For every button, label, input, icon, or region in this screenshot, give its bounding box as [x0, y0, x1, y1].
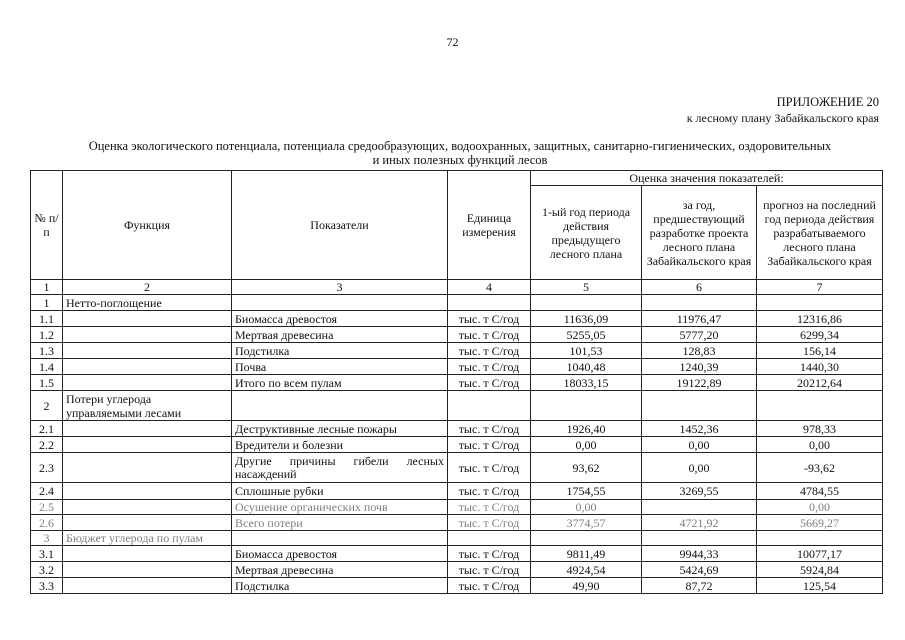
column-number: 2: [63, 280, 232, 295]
row-value-5: 0,00: [531, 500, 642, 515]
row-num: 2.1: [31, 421, 63, 437]
header-function: Функция: [63, 171, 232, 280]
row-unit: тыс. т С/год: [448, 311, 531, 327]
row-value-7: 125,54: [757, 578, 883, 594]
header-indicators: Показатели: [232, 171, 448, 280]
row-value-7: -93,62: [757, 453, 883, 483]
row-value-6: 1240,39: [642, 359, 757, 375]
row-value-6: [642, 531, 757, 546]
row-value-6: [642, 295, 757, 311]
row-value-6: 9944,33: [642, 546, 757, 562]
row-indicator: Биомасса древостоя: [232, 546, 448, 562]
row-function: Бюджет углерода по пулам: [63, 531, 232, 546]
row-value-5: 3774,57: [531, 515, 642, 531]
row-value-5: 101,53: [531, 343, 642, 359]
row-value-6: [642, 500, 757, 515]
row-value-7: 6299,34: [757, 327, 883, 343]
column-number: 4: [448, 280, 531, 295]
row-function: [63, 578, 232, 594]
row-num: 1.5: [31, 375, 63, 391]
row-unit: тыс. т С/год: [448, 500, 531, 515]
row-value-5: 4924,54: [531, 562, 642, 578]
document-title-line2: и иных полезных функций лесов: [372, 153, 548, 167]
row-indicator: Другие причины гибели лесных насаждений: [232, 453, 448, 483]
table-row: [31, 311, 883, 327]
row-value-5: 18033,15: [531, 375, 642, 391]
row-unit: тыс. т С/год: [448, 546, 531, 562]
row-num: 2: [31, 391, 63, 421]
row-value-5: [531, 295, 642, 311]
row-value-5: 1040,48: [531, 359, 642, 375]
column-number: 7: [757, 280, 883, 295]
row-num: 1: [31, 295, 63, 311]
column-number: 3: [232, 280, 448, 295]
row-indicator: [232, 295, 448, 311]
row-value-7: 1440,30: [757, 359, 883, 375]
row-indicator: Мертвая древесина: [232, 562, 448, 578]
row-indicator: Мертвая древесина: [232, 327, 448, 343]
row-num: 3.3: [31, 578, 63, 594]
row-value-6: 3269,55: [642, 483, 757, 500]
appendix-title: ПРИЛОЖЕНИЕ 20: [776, 95, 879, 109]
table-row: [31, 359, 883, 375]
row-num: 1.4: [31, 359, 63, 375]
document-title: [40, 139, 880, 167]
row-value-6: 0,00: [642, 437, 757, 453]
header-col7: прогноз на последний год периода действия разрабатываемого лесного плана Забайкальского края: [757, 186, 883, 280]
row-indicator: [232, 531, 448, 546]
row-unit: [448, 391, 531, 421]
row-indicator: Почва: [232, 359, 448, 375]
row-indicator: Подстилка: [232, 343, 448, 359]
table-row: [31, 483, 883, 500]
row-value-6: 5424,69: [642, 562, 757, 578]
appendix-subtitle: к лесному плану Забайкальского края: [686, 111, 879, 125]
row-value-7: 978,33: [757, 421, 883, 437]
row-function: [63, 483, 232, 500]
row-unit: тыс. т С/год: [448, 453, 531, 483]
row-value-5: [531, 391, 642, 421]
row-function: [63, 375, 232, 391]
row-value-5: 1754,55: [531, 483, 642, 500]
row-function: [63, 437, 232, 453]
row-unit: тыс. т С/год: [448, 327, 531, 343]
row-indicator: Всего потери: [232, 515, 448, 531]
row-function: [63, 562, 232, 578]
row-function: [63, 453, 232, 483]
header-unit: Единица измерения: [448, 171, 531, 280]
row-value-7: [757, 295, 883, 311]
row-function: [63, 500, 232, 515]
row-value-7: 156,14: [757, 343, 883, 359]
row-indicator: Вредители и болезни: [232, 437, 448, 453]
row-indicator: Биомасса древостоя: [232, 311, 448, 327]
row-value-5: 9811,49: [531, 546, 642, 562]
table-row: [31, 500, 883, 515]
column-number: 5: [531, 280, 642, 295]
row-value-5: 93,62: [531, 453, 642, 483]
row-unit: тыс. т С/год: [448, 359, 531, 375]
column-number: 6: [642, 280, 757, 295]
row-indicator: Осушение органических почв: [232, 500, 448, 515]
table-row: [31, 453, 883, 483]
row-num: 3: [31, 531, 63, 546]
row-value-5: 0,00: [531, 437, 642, 453]
row-value-5: 1926,40: [531, 421, 642, 437]
row-value-7: 12316,86: [757, 311, 883, 327]
row-function: [63, 327, 232, 343]
row-value-7: [757, 391, 883, 421]
row-num: 2.6: [31, 515, 63, 531]
row-unit: тыс. т С/год: [448, 483, 531, 500]
table-row: [31, 327, 883, 343]
row-unit: тыс. т С/год: [448, 562, 531, 578]
table-row: [31, 295, 883, 311]
row-function: Нетто-поглощение: [63, 295, 232, 311]
page-number: 72: [446, 35, 459, 49]
table-row: [31, 531, 883, 546]
column-numbers-row: [31, 280, 883, 295]
row-unit: тыс. т С/год: [448, 375, 531, 391]
table-row: [31, 578, 883, 594]
row-value-6: 1452,36: [642, 421, 757, 437]
column-number: 1: [31, 280, 63, 295]
row-indicator: Деструктивные лесные пожары: [232, 421, 448, 437]
row-function: [63, 515, 232, 531]
row-indicator: Итого по всем пулам: [232, 375, 448, 391]
row-value-5: 5255,05: [531, 327, 642, 343]
row-value-6: 19122,89: [642, 375, 757, 391]
row-value-5: [531, 531, 642, 546]
row-num: 3.1: [31, 546, 63, 562]
document-title-line1: Оценка экологического потенциала, потенциала средообразующих, водоохранных, защитных, санитарно-гигиенических, оздоровительных: [88, 139, 832, 153]
row-num: 2.3: [31, 453, 63, 483]
row-function: [63, 343, 232, 359]
row-value-7: 5924,84: [757, 562, 883, 578]
row-indicator: Подстилка: [232, 578, 448, 594]
table-row: [31, 546, 883, 562]
row-value-6: 4721,92: [642, 515, 757, 531]
row-value-7: 4784,55: [757, 483, 883, 500]
row-value-7: [757, 531, 883, 546]
row-value-7: 0,00: [757, 500, 883, 515]
row-num: 2.2: [31, 437, 63, 453]
row-num: 3.2: [31, 562, 63, 578]
table-row: [31, 515, 883, 531]
row-indicator: [232, 391, 448, 421]
table-row: [31, 343, 883, 359]
assessment-table: [30, 170, 883, 594]
row-value-6: 0,00: [642, 453, 757, 483]
row-value-7: 20212,64: [757, 375, 883, 391]
row-unit: тыс. т С/год: [448, 437, 531, 453]
header-assessment-group: Оценка значения показателей:: [531, 171, 883, 186]
table-row: [31, 437, 883, 453]
row-num: 1.3: [31, 343, 63, 359]
table-row: [31, 421, 883, 437]
table-row: [31, 391, 883, 421]
row-value-5: 49,90: [531, 578, 642, 594]
header-num: № п/п: [31, 171, 63, 280]
row-unit: тыс. т С/год: [448, 421, 531, 437]
row-indicator: Сплошные рубки: [232, 483, 448, 500]
row-value-6: 11976,47: [642, 311, 757, 327]
row-num: 1.1: [31, 311, 63, 327]
row-value-7: 10077,17: [757, 546, 883, 562]
table-row: [31, 375, 883, 391]
row-num: 2.4: [31, 483, 63, 500]
row-unit: тыс. т С/год: [448, 578, 531, 594]
row-function: [63, 311, 232, 327]
row-function: [63, 421, 232, 437]
row-num: 1.2: [31, 327, 63, 343]
row-value-5: 11636,09: [531, 311, 642, 327]
row-value-7: 5669,27: [757, 515, 883, 531]
row-value-6: 87,72: [642, 578, 757, 594]
row-unit: тыс. т С/год: [448, 343, 531, 359]
row-value-7: 0,00: [757, 437, 883, 453]
row-num: 2.5: [31, 500, 63, 515]
row-function: [63, 359, 232, 375]
row-unit: тыс. т С/год: [448, 515, 531, 531]
row-function: [63, 546, 232, 562]
row-function: Потери углерода управляемыми лесами: [63, 391, 232, 421]
row-value-6: 128,83: [642, 343, 757, 359]
row-value-6: 5777,20: [642, 327, 757, 343]
row-unit: [448, 295, 531, 311]
row-value-6: [642, 391, 757, 421]
header-col6: за год, предшествующий разработке проекта лесного плана Забайкальского края: [642, 186, 757, 280]
header-col5: 1-ый год периода действия предыдущего лесного плана: [531, 186, 642, 280]
table-row: [31, 562, 883, 578]
row-unit: [448, 531, 531, 546]
